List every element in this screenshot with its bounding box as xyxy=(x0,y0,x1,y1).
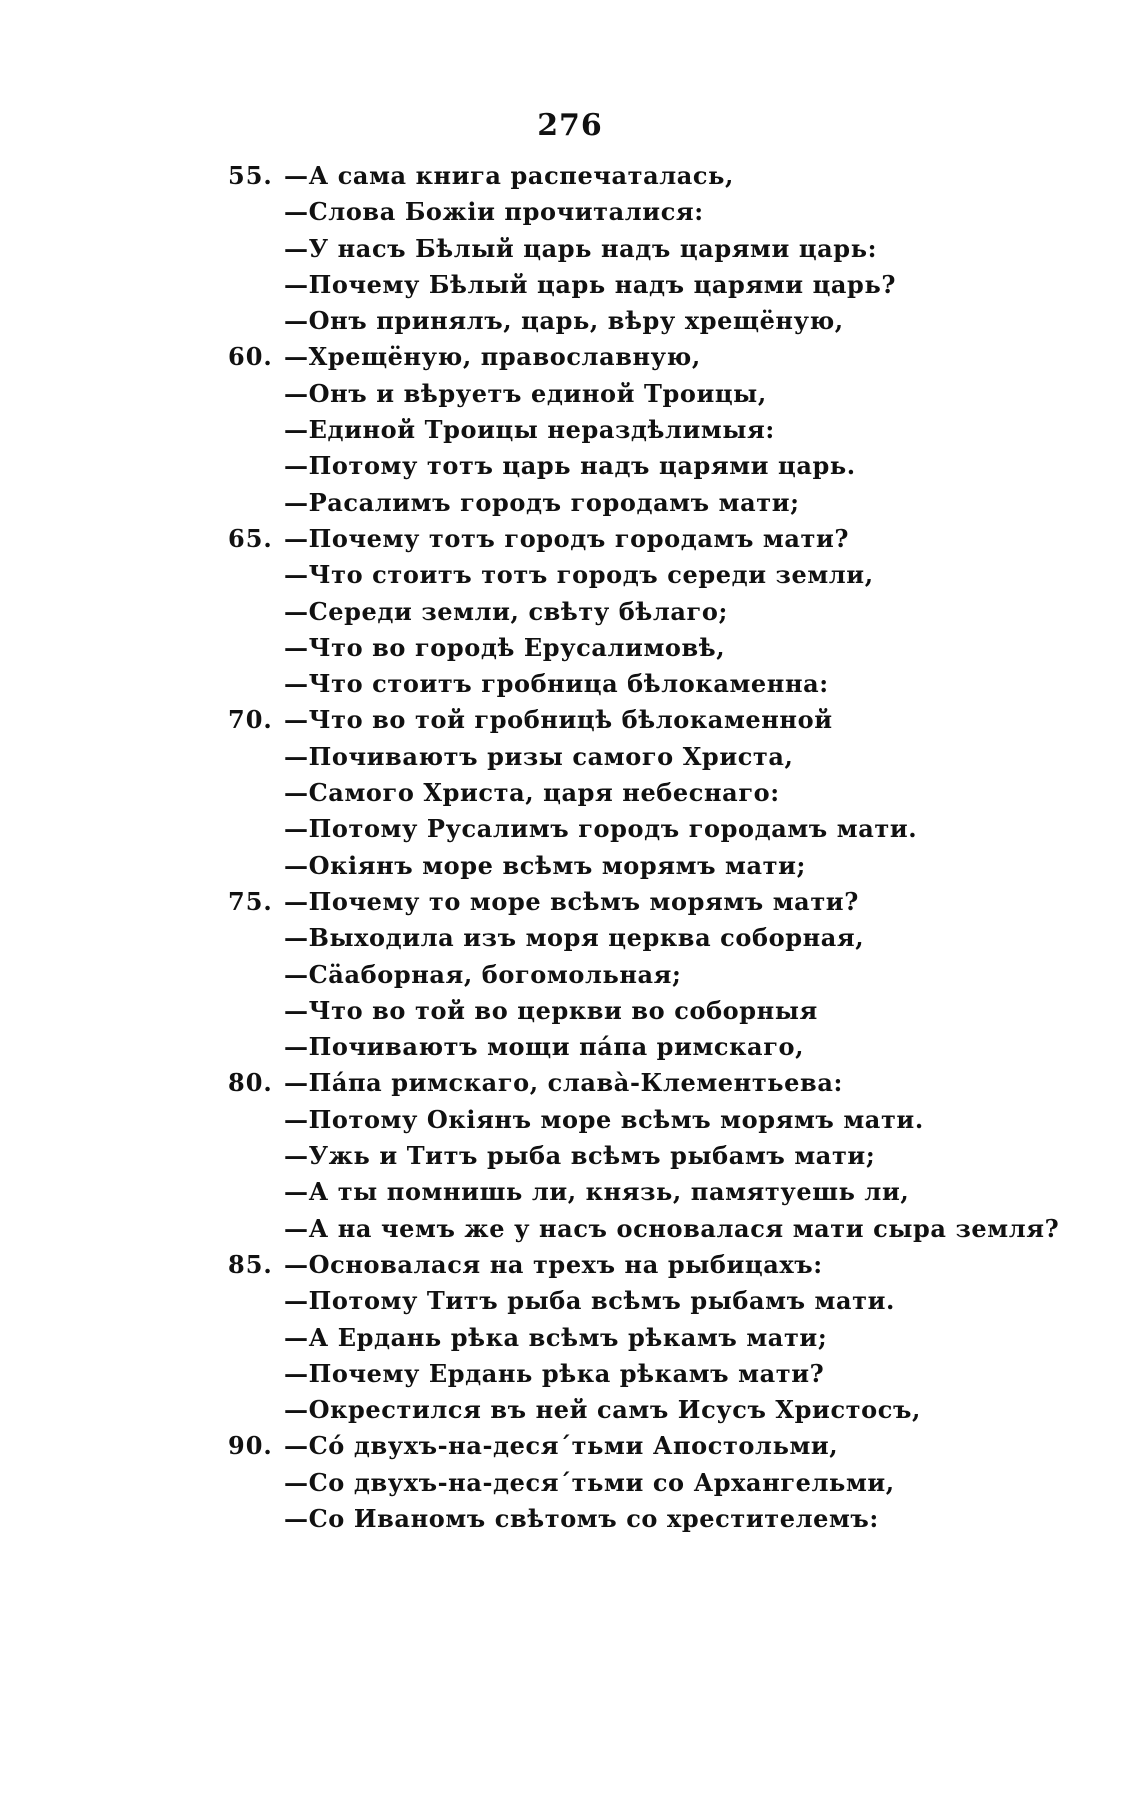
verse-line xyxy=(228,848,1128,884)
line-text: —Основалася на трехъ на рыбицахъ: xyxy=(284,1249,823,1279)
line-text: —А ты помнишь ли, князь, памятуешь ли, xyxy=(284,1177,910,1207)
line-number: 70. xyxy=(228,705,273,735)
line-text: —Почиваютъ мощи пáпа римскаго, xyxy=(284,1032,805,1062)
line-text: —Что стоитъ гробница бѣлокаменна: xyxy=(284,669,829,699)
verse-line xyxy=(228,448,1128,484)
verse-line xyxy=(228,993,1128,1029)
line-text: —Почему Ердань рѣка рѣкамъ мати? xyxy=(284,1358,825,1388)
verse-line xyxy=(228,1247,1128,1283)
verse-line xyxy=(228,158,1128,194)
line-text: —Окрестился въ ней самъ Исусъ Христосъ, xyxy=(284,1395,921,1425)
verse-line xyxy=(228,702,1128,738)
verse-line xyxy=(228,594,1128,630)
verse-line xyxy=(228,1174,1128,1210)
line-text: —Со двухъ-на-десяˊтьми со Архангельми, xyxy=(284,1467,895,1497)
line-text: —Середи земли, свѣту бѣлаго; xyxy=(284,596,728,626)
verse-line xyxy=(228,775,1128,811)
verse-line xyxy=(228,231,1128,267)
verse-line xyxy=(228,194,1128,230)
line-text: —Почему тотъ городъ городамъ мати? xyxy=(284,523,850,553)
verse-line xyxy=(228,303,1128,339)
line-number: 65. xyxy=(228,523,273,553)
verse-line xyxy=(228,666,1128,702)
verse-line xyxy=(228,739,1128,775)
verse-line xyxy=(228,521,1128,557)
line-text: —Онъ принялъ, царь, вѣру хрещёную, xyxy=(284,306,844,336)
verse-line xyxy=(228,557,1128,593)
line-text: —Выходила изъ моря церква соборная, xyxy=(284,923,865,953)
verse-block xyxy=(228,158,1128,1537)
line-number: 75. xyxy=(228,886,273,916)
line-text: —А на чемъ же у насъ основалася мати сыра земля? xyxy=(284,1213,1060,1243)
line-text: —Что во той гробницѣ бѣлокаменной xyxy=(284,705,833,735)
verse-line xyxy=(228,1501,1128,1537)
line-text: —Потому Русалимъ городъ городамъ мати. xyxy=(284,814,918,844)
line-number: 60. xyxy=(228,342,273,372)
line-text: —Самого Христа, царя небеснаго: xyxy=(284,778,780,808)
verse-line xyxy=(228,1356,1128,1392)
line-text: —Почиваютъ ризы самого Христа, xyxy=(284,741,794,771)
line-text: —А сама книга распечаталась, xyxy=(284,161,734,190)
verse-line xyxy=(228,884,1128,920)
line-text: —Единой Троицы нераздѣлимыя: xyxy=(284,415,775,445)
verse-line xyxy=(228,1138,1128,1174)
verse-line xyxy=(228,376,1128,412)
verse-line xyxy=(228,1465,1128,1501)
line-text: —Почему Бѣлый царь надъ царями царь? xyxy=(284,269,896,299)
verse-line xyxy=(228,1428,1128,1464)
verse-line xyxy=(228,920,1128,956)
line-text: —Хрещёную, православную, xyxy=(284,342,701,372)
line-text: —Потому Титъ рыба всѣмъ рыбамъ мати. xyxy=(284,1286,895,1316)
verse-line xyxy=(228,339,1128,375)
line-text: —Сäаборная, богомольная; xyxy=(284,959,682,989)
line-text: —Что во той во церкви во соборныя xyxy=(284,995,818,1025)
page-number: 276 xyxy=(537,108,603,143)
line-text: —У насъ Бѣлый царь надъ царями царь: xyxy=(284,233,878,263)
line-text: —Потому тотъ царь надъ царями царь. xyxy=(284,451,856,481)
line-text: —Потому Окіянъ море всѣмъ морямъ мати. xyxy=(284,1104,924,1134)
verse-line xyxy=(228,1065,1128,1101)
line-text: —Слова Божіи прочиталися: xyxy=(284,197,704,227)
verse-line xyxy=(228,267,1128,303)
line-number: 80. xyxy=(228,1068,273,1098)
verse-line xyxy=(228,1283,1128,1319)
line-number: 55. xyxy=(228,161,273,190)
verse-line xyxy=(228,1392,1128,1428)
line-text: —Что стоитъ тотъ городъ середи земли, xyxy=(284,560,874,590)
line-text: —Расалимъ городъ городамъ мати; xyxy=(284,487,800,517)
line-text: —Пáпа римскаго, славà-Клементьева: xyxy=(284,1068,843,1098)
line-text: —Онъ и вѣруетъ единой Троицы, xyxy=(284,378,767,408)
line-text: —Ужь и Титъ рыба всѣмъ рыбамъ мати; xyxy=(284,1141,876,1171)
line-text: —Сó двухъ-на-десяˊтьми Апостольми, xyxy=(284,1431,839,1461)
verse-line xyxy=(228,485,1128,521)
verse-line xyxy=(228,957,1128,993)
line-number: 85. xyxy=(228,1249,273,1279)
line-number: 90. xyxy=(228,1431,273,1461)
line-text: —Что во городѣ Ерусалимовѣ, xyxy=(284,632,726,662)
verse-line xyxy=(228,1102,1128,1138)
line-text: —Со Иваномъ свѣтомъ со хрестителемъ: xyxy=(284,1503,879,1533)
line-text: —Почему то море всѣмъ морямъ мати? xyxy=(284,886,859,916)
line-text: —Окіянъ море всѣмъ морямъ мати; xyxy=(284,850,806,880)
line-text: —А Ердань рѣка всѣмъ рѣкамъ мати; xyxy=(284,1322,828,1352)
verse-line xyxy=(228,412,1128,448)
verse-line xyxy=(228,630,1128,666)
verse-line xyxy=(228,1320,1128,1356)
verse-line xyxy=(228,1211,1128,1247)
verse-line xyxy=(228,1029,1128,1065)
verse-line xyxy=(228,811,1128,847)
